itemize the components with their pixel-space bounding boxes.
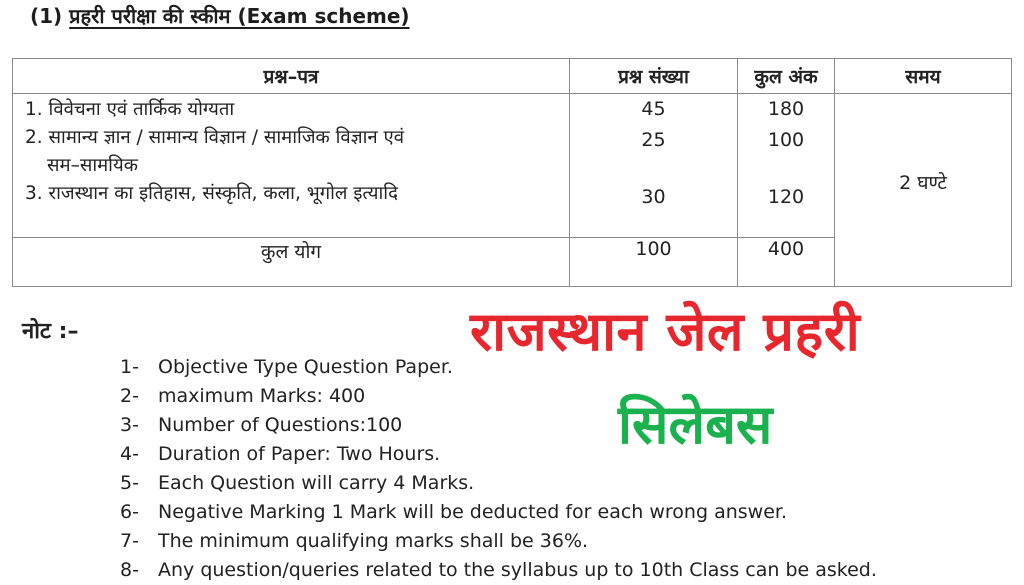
marks-cell — [738, 94, 835, 238]
question-count: 25 — [641, 129, 666, 151]
list-item — [120, 498, 877, 527]
header-question-count: प्रश्न संख्या — [570, 59, 738, 94]
subject-item: 3. राजस्थान का इतिहास, संस्कृति, कला, भूगोल इत्यादि — [25, 183, 398, 204]
subject-item: 2. सामान्य ज्ञान / सामान्य विज्ञान / सामाजिक विज्ञान एवं — [25, 127, 405, 148]
marks-value: 100 — [767, 129, 805, 151]
subject-item: 1. विवेचना एवं तार्किक योग्यता — [25, 99, 235, 120]
note-number: 2- — [120, 385, 139, 407]
section-number: (1) — [30, 4, 63, 28]
note-text: Number of Questions:100 — [158, 414, 403, 436]
subjects-cell — [13, 94, 570, 238]
overlay-title: राजस्थान जेल प्रहरी — [470, 300, 861, 363]
note-number: 5- — [120, 472, 139, 494]
subject-item-continued: सम–सामयिक — [47, 155, 138, 176]
exam-scheme-table — [12, 58, 1012, 287]
total-marks: 400 — [738, 238, 835, 287]
note-number: 8- — [120, 559, 139, 581]
time-cell — [835, 94, 1012, 287]
note-text: Any question/queries related to the syllabus up to 10th Class can be asked. — [158, 559, 877, 581]
note-number: 1- — [120, 356, 139, 378]
note-text: The minimum qualifying marks shall be 36%. — [158, 530, 589, 552]
note-text: Each Question will carry 4 Marks. — [158, 472, 475, 494]
question-count-cell — [570, 94, 738, 238]
note-text: Negative Marking 1 Mark will be deducted for each wrong answer. — [158, 501, 787, 523]
total-label: कुल योग — [13, 238, 570, 287]
note-text: Objective Type Question Paper. — [158, 356, 453, 378]
section-title: प्रहरी परीक्षा की स्कीम (Exam scheme) — [69, 4, 410, 28]
marks-value: 120 — [767, 186, 805, 208]
time-value: 2 घण्टे — [899, 172, 947, 194]
note-label: नोट :– — [22, 319, 79, 344]
note-text: Duration of Paper: Two Hours. — [158, 443, 441, 465]
overlay-subtitle: सिलेबस — [618, 393, 773, 456]
question-count: 45 — [641, 98, 666, 120]
note-number: 4- — [120, 443, 139, 465]
total-questions: 100 — [570, 238, 738, 287]
section-heading — [30, 2, 410, 29]
list-item — [120, 556, 877, 585]
list-item — [120, 527, 877, 556]
header-time: समय — [835, 59, 1012, 94]
table-row — [13, 94, 1012, 238]
header-total-marks: कुल अंक — [738, 59, 835, 94]
table-header-row — [13, 59, 1012, 94]
note-number: 7- — [120, 530, 139, 552]
note-text: maximum Marks: 400 — [158, 385, 366, 407]
list-item — [120, 469, 877, 498]
note-number: 3- — [120, 414, 139, 436]
marks-value: 180 — [767, 98, 805, 120]
question-count: 30 — [641, 186, 666, 208]
note-number: 6- — [120, 501, 139, 523]
header-paper: प्रश्न–पत्र — [13, 59, 570, 94]
